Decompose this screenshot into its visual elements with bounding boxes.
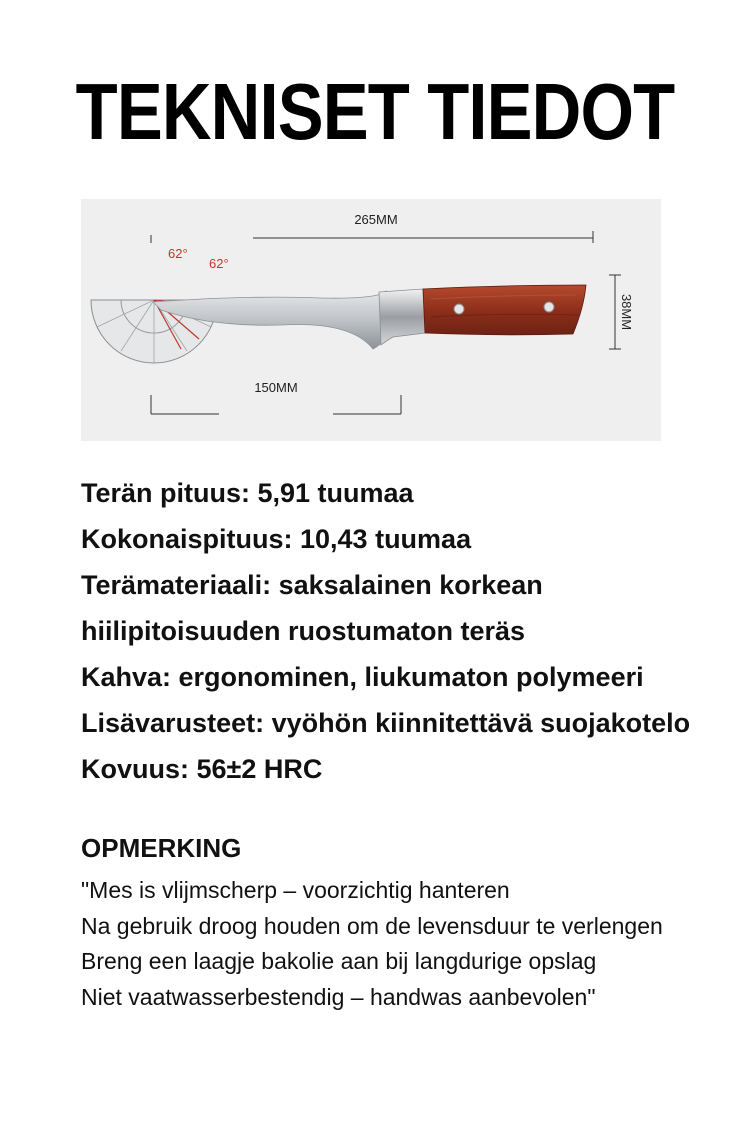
spec-list (81, 470, 721, 792)
height-dimension (609, 275, 634, 349)
rivet-icon (454, 304, 464, 314)
handle-shape (423, 285, 586, 335)
knife-illustration (81, 199, 661, 441)
spec-total-length: Kokonaispituus: 10,43 tuumaa (81, 524, 472, 554)
blade-length-dimension (151, 380, 401, 414)
spec-material-continued: hiilipitoisuuden ruostumaton teräs (81, 616, 526, 646)
total-length-label: 265MM (354, 212, 398, 227)
rivet-icon (544, 302, 554, 312)
blade-length-label: 150MM (254, 380, 298, 395)
angle-label-right: 62° (209, 256, 229, 271)
note-line: "Mes is vlijmscherp – voorzichtig hanteren (81, 877, 510, 903)
spec-handle: Kahva: ergonominen, liukumaton polymeeri (81, 662, 644, 692)
total-length-dimension (151, 212, 593, 243)
knife-dimension-diagram (81, 199, 661, 441)
note-text (81, 873, 663, 1015)
note-line: Na gebruik droog houden om de levensduur te verlengen (81, 912, 663, 939)
angle-label-left: 62° (168, 246, 188, 261)
spec-material: Terämateriaali: saksalainen korkean (81, 570, 543, 600)
page-title: TEKNISET TIEDOT (75, 67, 675, 156)
spec-hardness: Kovuus: 56±2 HRC (81, 754, 323, 784)
note-line: Breng een laagje bakolie aan bij langdurige opslag (81, 948, 597, 974)
bolster-shape (379, 289, 425, 345)
spec-accessories: Lisävarusteet: vyöhön kiinnitettävä suojakotelo (81, 708, 691, 738)
note-title: OPMERKING (81, 833, 242, 863)
spec-blade-length: Terän pituus: 5,91 tuumaa (81, 478, 414, 508)
height-label: 38MM (619, 293, 634, 331)
note-line: Niet vaatwasserbestendig – handwas aanbevolen" (81, 983, 596, 1010)
